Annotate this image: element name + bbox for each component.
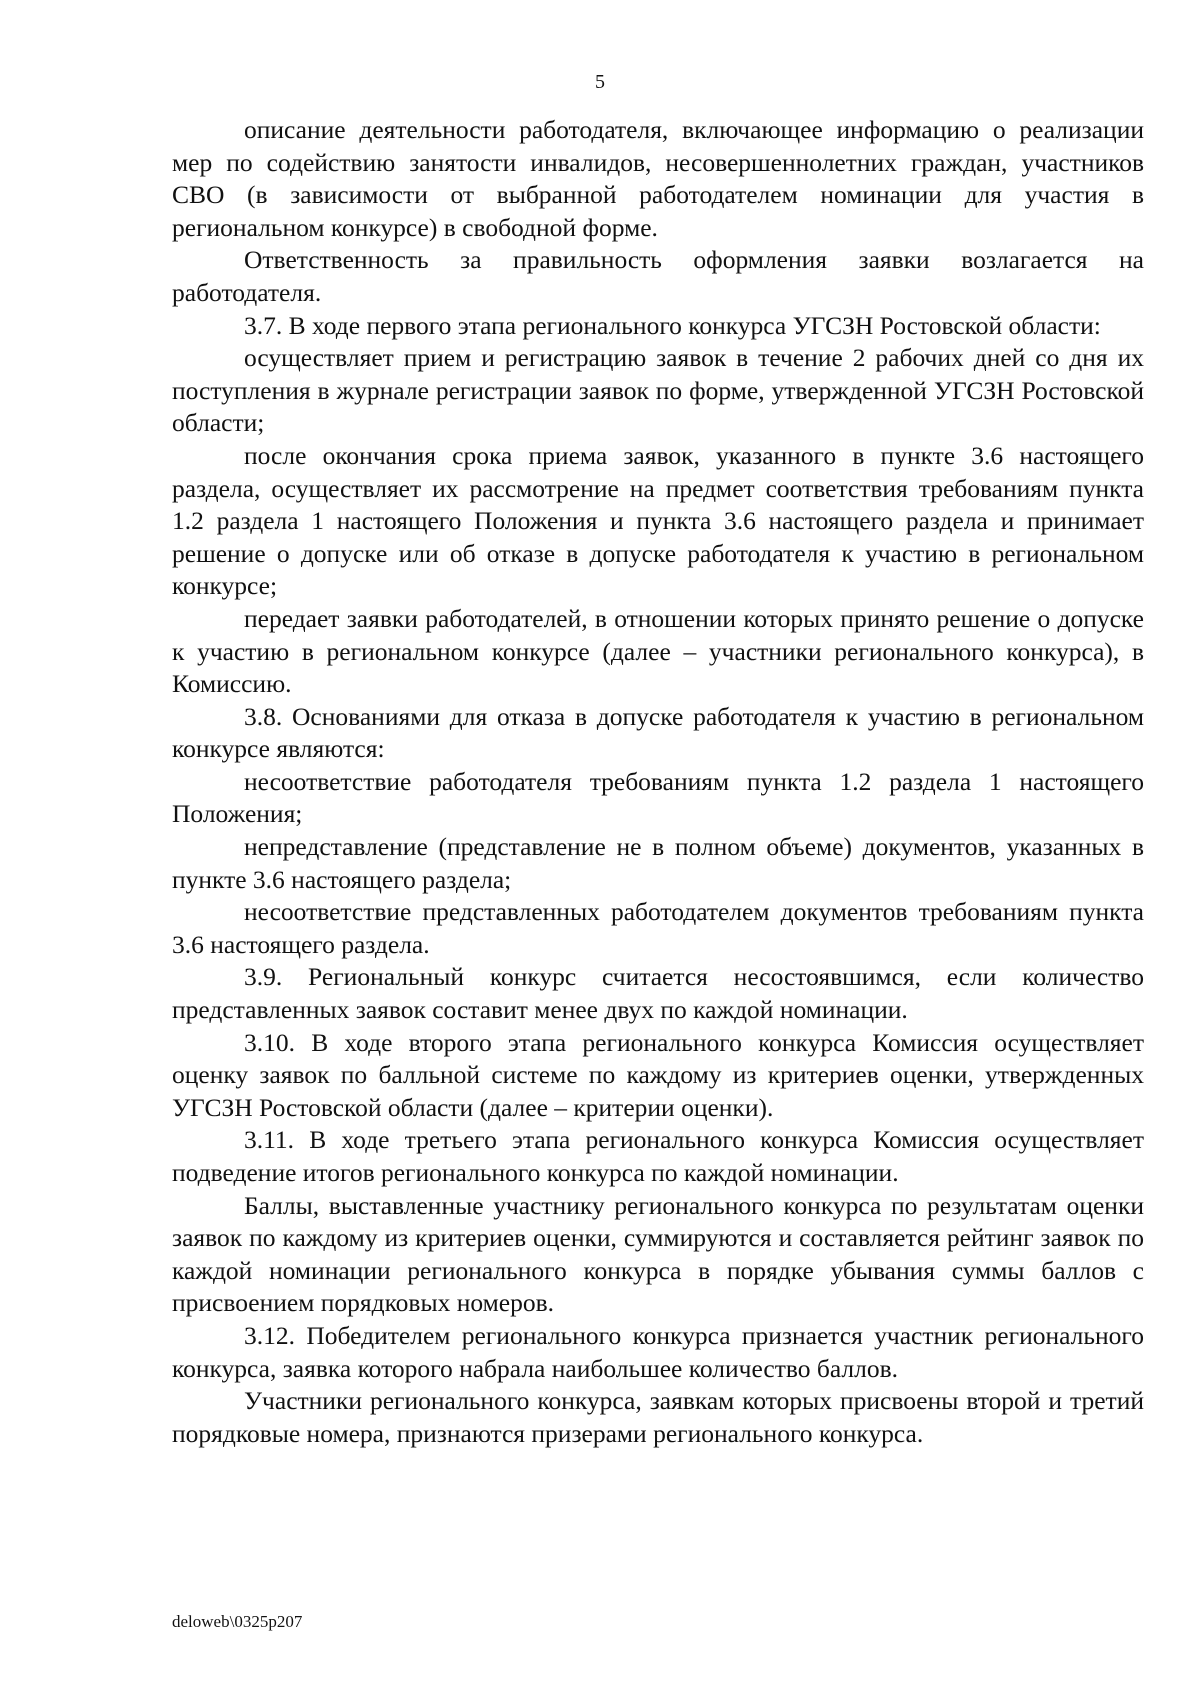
paragraph-3-9: 3.9. Региональный конкурс считается несостоявшимся, если количество представленных заявок составит менее двух по каждой номинации. (172, 962, 1144, 1025)
page-number: 5 (595, 71, 605, 93)
paragraph-3-7-registration: осуществляет прием и регистрацию заявок в течение 2 рабочих дней со дня их поступления в журнале регистрации заявок по форме, утвержденной УГСЗН Ростовской области; (172, 343, 1144, 438)
paragraph-employer-activity-description: описание деятельности работодателя, включающее информацию о реализации мер по содействию занятости инвалидов, несовершеннолетних граждан, участников СВО (в зависимости от выбранной работодателем номинации для участия в региональном конкурсе) в свободной форме. (172, 115, 1144, 242)
paragraph-3-7-transfer: передает заявки работодателей, в отношении которых принято решение о допуске к участию в региональном конкурсе (далее – участники регионального конкурса), в Комиссию. (172, 603, 1144, 699)
paragraph-3-7-review: после окончания срока приема заявок, указанного в пункте 3.6 настоящего раздела, осуществляет их рассмотрение на предмет соответствия требованиям пункта 1.2 раздела 1 настоящего Положения и пункта 3.6 настоящего раздела и принимает решение о допуске или об отказе в допуске работодателя к участию в региональном конкурсе; (172, 440, 1144, 601)
paragraph-3-7: 3.7. В ходе первого этапа регионального конкурса УГСЗН Ростовской области: (244, 310, 1101, 340)
paragraph-3-8-nonsubmission: непредставление (представление не в полном объеме) документов, указанных в пункте 3.6 настоящего раздела; (172, 832, 1144, 894)
paragraph-3-11-scoring: Баллы, выставленные участнику регионального конкурса по результатам оценки заявок по каждому из критериев оценки, суммируются и составляется рейтинг заявок по каждой номинации регионального конкурса в порядке убывания суммы баллов с присвоением порядковых номеров. (172, 1190, 1144, 1318)
paragraph-3-12: 3.12. Победителем регионального конкурса признается участник регионального конкурса, заявка которого набрала наибольшее количество баллов. (172, 1320, 1144, 1383)
document-footer-code: deloweb\0325p207 (172, 1612, 303, 1631)
paragraph-3-8: 3.8. Основаниями для отказа в допуске работодателя к участию в региональном конкурсе являются: (172, 701, 1144, 764)
document-body (172, 114, 1144, 1450)
paragraph-3-12-prize-winners: Участники регионального конкурса, заявкам которых присвоены второй и третий порядковые номера, признаются призерами регионального конкурса. (172, 1386, 1144, 1448)
paragraph-3-8-document-noncompliance: несоответствие представленных работодателем документов требованиям пункта 3.6 настоящего раздела. (172, 897, 1144, 959)
paragraph-3-11: 3.11. В ходе третьего этапа регионального конкурса Комиссия осуществляет подведение итогов регионального конкурса по каждой номинации. (172, 1125, 1144, 1187)
paragraph-application-responsibility: Ответственность за правильность оформления заявки возлагается на работодателя. (172, 245, 1144, 307)
paragraph-3-8-noncompliance: несоответствие работодателя требованиям пункта 1.2 раздела 1 настоящего Положения; (172, 766, 1144, 829)
paragraph-3-10: 3.10. В ходе второго этапа регионального конкурса Комиссия осуществляет оценку заявок по балльной системе по каждому из критериев оценки, утвержденных УГСЗН Ростовской области (далее – критерии оценки). (172, 1027, 1144, 1122)
